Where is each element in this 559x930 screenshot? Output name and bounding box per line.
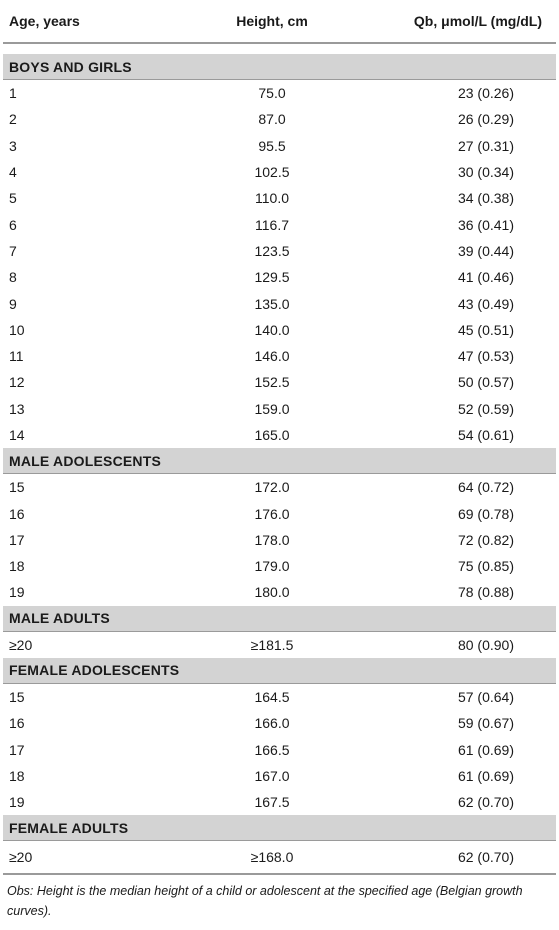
cell-qb: 59 (0.67) <box>457 715 514 732</box>
cell-height: 152.5 <box>254 374 290 391</box>
group-title: FEMALE ADOLESCENTS <box>3 658 556 684</box>
header-row <box>3 0 556 43</box>
cell-qb: 62 (0.70) <box>457 794 514 811</box>
group-title: MALE ADULTS <box>3 606 556 632</box>
cell-qb: 57 (0.64) <box>457 689 514 706</box>
table-row <box>3 841 556 875</box>
cell-qb: 50 (0.57) <box>457 374 514 391</box>
cell-age: 11 <box>9 348 24 365</box>
cell-height: 180.0 <box>254 584 290 601</box>
cell-height: ≥168.0 <box>153 841 353 875</box>
cell-qb: 78 (0.88) <box>457 584 514 601</box>
table-row <box>3 737 556 763</box>
table-row <box>3 527 556 553</box>
cell-age: 7 <box>9 242 17 259</box>
cell-qb: 41 (0.46) <box>457 269 514 286</box>
cell-age: 8 <box>9 269 17 286</box>
table-container <box>3 0 556 921</box>
cell-qb: 61 (0.69) <box>457 767 514 784</box>
cell-height: 135.0 <box>254 295 290 312</box>
cell-age: 5 <box>9 190 17 207</box>
cell-qb: 69 (0.78) <box>457 505 514 522</box>
cell-age: 15 <box>9 479 25 496</box>
cell-height: 178.0 <box>254 531 290 548</box>
cell-age: 9 <box>9 295 17 312</box>
header-age: Age, years <box>3 0 153 43</box>
table-row <box>3 343 556 369</box>
table-row <box>3 579 556 605</box>
group-title: MALE ADOLESCENTS <box>3 448 556 474</box>
table-row <box>3 789 556 815</box>
cell-age: 19 <box>9 584 25 601</box>
cell-height: 165.0 <box>254 427 290 443</box>
cell-qb: 75 (0.85) <box>457 558 514 575</box>
table-row <box>3 396 556 422</box>
cell-height: 179.0 <box>254 558 290 575</box>
group-row <box>3 658 556 684</box>
cell-height: 129.5 <box>254 269 290 286</box>
cell-age: 16 <box>9 715 25 732</box>
cell-age: 15 <box>9 689 25 706</box>
table-row <box>3 290 556 316</box>
table-row <box>3 631 556 658</box>
cell-age: 1 <box>9 85 17 102</box>
cell-age: ≥20 <box>9 636 33 653</box>
table-row <box>3 369 556 395</box>
cell-age: 18 <box>9 767 25 784</box>
table-row <box>3 500 556 526</box>
cell-qb: 47 (0.53) <box>457 348 514 365</box>
cell-qb: 36 (0.41) <box>457 216 514 233</box>
cell-qb: 30 (0.34) <box>457 164 514 181</box>
cell-age: 3 <box>9 137 17 154</box>
header-qb: Qb, μmol/L (mg/dL) <box>353 0 556 43</box>
cell-age: ≥20 <box>3 841 153 875</box>
table-row <box>3 422 556 448</box>
cell-age: 6 <box>9 216 17 233</box>
cell-age: 19 <box>9 794 25 811</box>
cell-height: 110.0 <box>255 190 289 207</box>
header-spacer <box>3 43 556 54</box>
group-row <box>3 815 556 841</box>
reference-table <box>3 0 556 875</box>
cell-qb: 34 (0.38) <box>457 190 514 207</box>
cell-height: 159.0 <box>254 400 290 417</box>
table-row <box>3 474 556 501</box>
table-row <box>3 317 556 343</box>
cell-height: 164.5 <box>254 689 290 706</box>
cell-qb: 61 (0.69) <box>457 741 514 758</box>
cell-height: 140.0 <box>254 321 290 338</box>
cell-height: 116.7 <box>255 216 289 233</box>
cell-qb: 45 (0.51) <box>457 321 514 338</box>
cell-age: 4 <box>9 164 17 181</box>
cell-qb: 26 (0.29) <box>457 111 514 128</box>
cell-qb: 39 (0.44) <box>457 242 514 259</box>
group-title: FEMALE ADULTS <box>3 815 556 841</box>
table-row <box>3 238 556 264</box>
cell-qb: 27 (0.31) <box>457 137 514 154</box>
table-row <box>3 159 556 185</box>
cell-qb: 23 (0.26) <box>457 85 514 102</box>
cell-age: 17 <box>9 741 25 758</box>
cell-height: 75.0 <box>258 85 286 102</box>
cell-height: 123.5 <box>254 242 290 259</box>
cell-qb: 72 (0.82) <box>457 531 514 548</box>
cell-height: 172.0 <box>254 479 290 496</box>
cell-height: 102.5 <box>254 164 290 181</box>
cell-height: 176.0 <box>254 505 290 522</box>
cell-height: 166.0 <box>254 715 290 732</box>
cell-qb: 80 (0.90) <box>457 636 514 653</box>
cell-age: 16 <box>9 505 25 522</box>
group-row <box>3 54 556 80</box>
cell-height: ≥181.5 <box>250 636 294 653</box>
cell-age: 14 <box>9 427 25 443</box>
cell-height: 167.5 <box>254 794 290 811</box>
cell-age: 10 <box>9 321 25 338</box>
table-row <box>3 211 556 237</box>
cell-qb: 54 (0.61) <box>457 427 514 443</box>
table-body <box>3 43 556 874</box>
cell-qb: 64 (0.72) <box>457 479 514 496</box>
cell-qb: 62 (0.70) <box>353 841 556 875</box>
cell-height: 146.0 <box>254 348 290 365</box>
cell-age: 18 <box>9 558 25 575</box>
cell-age: 12 <box>9 374 25 391</box>
table-row <box>3 763 556 789</box>
cell-qb: 43 (0.49) <box>457 295 514 312</box>
table-row <box>3 106 556 132</box>
table-header <box>3 0 556 43</box>
header-height: Height, cm <box>153 0 353 43</box>
cell-age: 2 <box>9 111 17 128</box>
cell-qb: 52 (0.59) <box>457 400 514 417</box>
table-row <box>3 553 556 579</box>
table-row <box>3 264 556 290</box>
table-row <box>3 80 556 107</box>
group-row <box>3 448 556 474</box>
cell-height: 95.5 <box>258 137 286 154</box>
table-row <box>3 683 556 710</box>
cell-height: 166.5 <box>254 741 290 758</box>
group-row <box>3 606 556 632</box>
cell-age: 13 <box>9 400 25 417</box>
table-row <box>3 185 556 211</box>
cell-age: 17 <box>9 531 25 548</box>
footnote: Obs: Height is the median height of a child or adolescent at the specified age (Belgian growth curves). <box>7 884 523 919</box>
table-row <box>3 710 556 736</box>
cell-height: 87.0 <box>258 111 286 128</box>
group-title: BOYS AND GIRLS <box>3 54 556 80</box>
cell-height: 167.0 <box>254 767 290 784</box>
table-row <box>3 133 556 159</box>
